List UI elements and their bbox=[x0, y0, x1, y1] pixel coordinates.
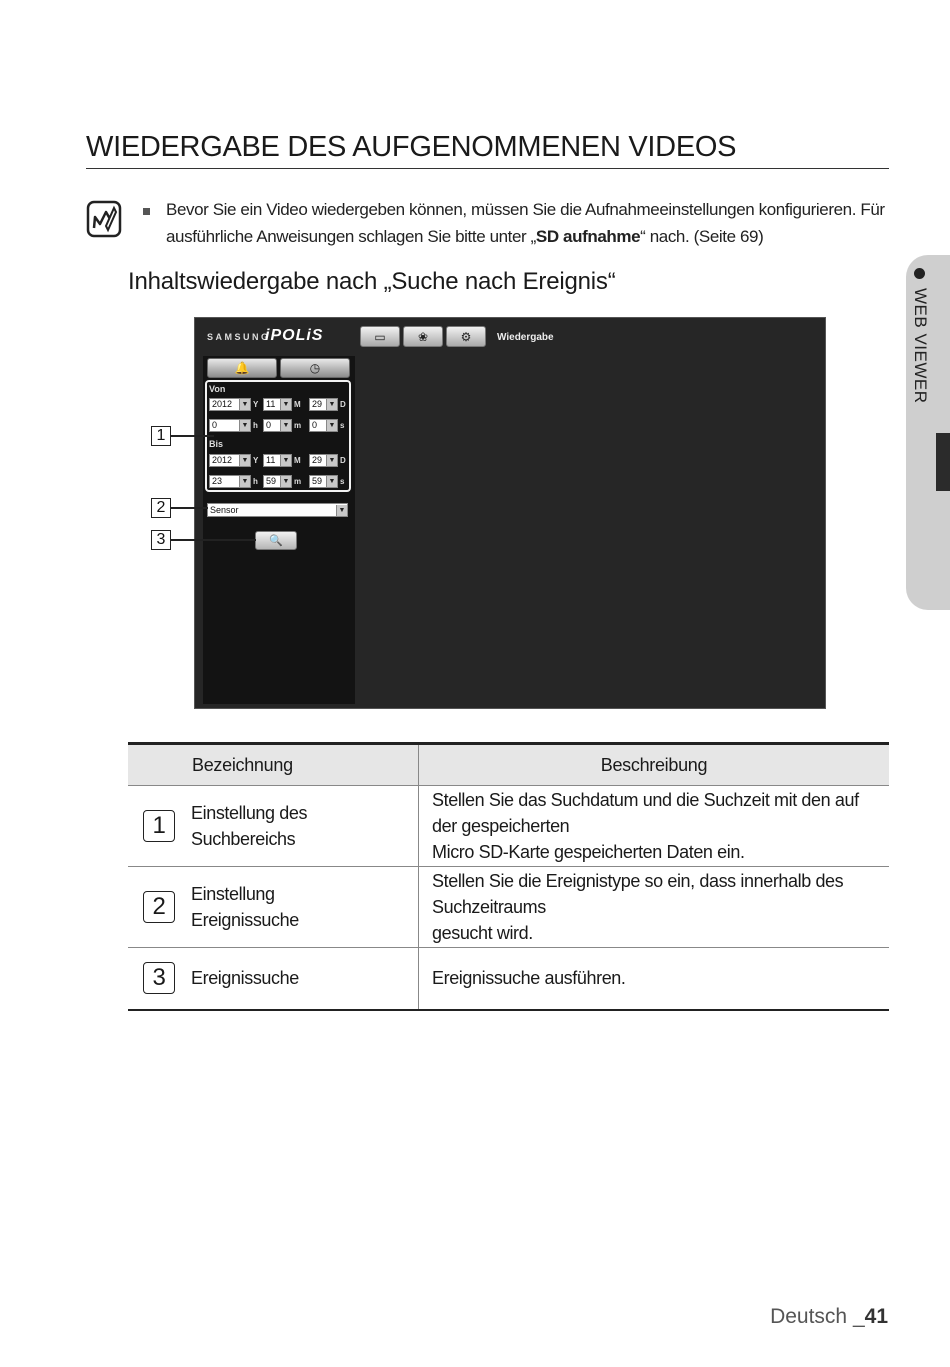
row-name: Ereignissuche bbox=[191, 968, 299, 989]
row-description-line: Stellen Sie die Ereignistype so ein, dass innerhalb des Suchzeitraums bbox=[432, 871, 844, 917]
header-name: Bezeichnung bbox=[128, 744, 419, 786]
unit-min: m bbox=[294, 421, 302, 430]
dropdown-arrow-icon: ▼ bbox=[239, 455, 250, 466]
description-table bbox=[128, 742, 889, 1011]
callout-1-line bbox=[171, 435, 214, 437]
von-minute-value: 0 bbox=[266, 420, 272, 430]
bis-second-select[interactable] bbox=[309, 475, 338, 488]
dropdown-arrow-icon: ▼ bbox=[326, 476, 337, 487]
bis-year-value: 2012 bbox=[212, 455, 233, 465]
bis-label: Bis bbox=[209, 439, 224, 449]
playback-button[interactable] bbox=[403, 326, 443, 347]
unit-y: Y bbox=[253, 456, 259, 465]
von-day-select[interactable] bbox=[309, 398, 338, 411]
live-view-button[interactable] bbox=[360, 326, 400, 347]
alarm-bell-icon: 🔔 bbox=[234, 361, 250, 375]
side-tab-marker bbox=[936, 433, 950, 491]
row-name: Einstellung des bbox=[191, 803, 308, 823]
von-minute-select[interactable] bbox=[263, 419, 292, 432]
unit-m: M bbox=[294, 400, 301, 409]
row-description-line: Micro SD-Karte gespeicherten Daten ein. bbox=[432, 842, 745, 862]
bis-day-value: 29 bbox=[312, 455, 323, 465]
von-year-value: 2012 bbox=[212, 399, 233, 409]
footer-language: Deutsch _ bbox=[770, 1305, 865, 1328]
side-tab-bullet bbox=[914, 268, 925, 279]
dropdown-arrow-icon: ▼ bbox=[280, 399, 291, 410]
clock-icon: ◷ bbox=[309, 361, 321, 375]
callout-3-line bbox=[171, 539, 256, 541]
dropdown-arrow-icon: ▼ bbox=[239, 399, 250, 410]
von-hour-select[interactable] bbox=[209, 419, 251, 432]
search-range-box bbox=[205, 380, 351, 492]
row-description bbox=[419, 867, 890, 948]
bis-hour-value: 23 bbox=[212, 476, 223, 486]
ipolis-logo: iPOLiS bbox=[265, 327, 324, 344]
von-month-value: 11 bbox=[266, 399, 276, 409]
bis-day-select[interactable] bbox=[309, 454, 338, 467]
callout-3: 3 bbox=[151, 530, 171, 550]
dropdown-arrow-icon: ▼ bbox=[280, 420, 291, 431]
table-row bbox=[128, 786, 889, 867]
note-line-2-bold: SD aufnahme bbox=[535, 227, 641, 246]
bis-minute-value: 59 bbox=[266, 476, 277, 486]
search-button[interactable] bbox=[255, 531, 297, 550]
settings-button[interactable] bbox=[446, 326, 486, 347]
unit-m: M bbox=[294, 456, 301, 465]
bis-hour-select[interactable] bbox=[209, 475, 251, 488]
note-text bbox=[166, 196, 886, 250]
dropdown-arrow-icon: ▼ bbox=[239, 476, 250, 487]
row-name: Einstellung bbox=[191, 884, 275, 904]
unit-h: h bbox=[253, 477, 258, 486]
bis-minute-select[interactable] bbox=[263, 475, 292, 488]
event-type-select[interactable] bbox=[207, 503, 348, 517]
unit-y: Y bbox=[253, 400, 259, 409]
von-label: Von bbox=[209, 384, 226, 394]
header-description: Beschreibung bbox=[419, 744, 890, 786]
row-number-1: 1 bbox=[143, 810, 175, 842]
film-reel-icon: ❀ bbox=[417, 329, 429, 344]
callout-2-line bbox=[171, 507, 208, 509]
row-description-line: gesucht wird. bbox=[432, 923, 533, 943]
dropdown-arrow-icon: ▼ bbox=[326, 399, 337, 410]
table-row bbox=[128, 948, 889, 1010]
callout-1: 1 bbox=[151, 426, 171, 446]
toolbar-label: Wiedergabe bbox=[497, 332, 554, 343]
side-tab-label: WEB VIEWER bbox=[911, 288, 930, 404]
magnifier-icon: 🔍 bbox=[269, 535, 283, 547]
von-month-select[interactable] bbox=[263, 398, 292, 411]
bis-year-select[interactable] bbox=[209, 454, 251, 467]
dropdown-arrow-icon: ▼ bbox=[280, 455, 291, 466]
dropdown-arrow-icon: ▼ bbox=[326, 455, 337, 466]
event-search-tab[interactable] bbox=[207, 358, 277, 378]
row-number-3: 3 bbox=[143, 962, 175, 994]
table-header-row bbox=[128, 744, 889, 786]
row-name-cell bbox=[128, 948, 419, 1010]
gear-icon: ⚙ bbox=[460, 329, 472, 344]
von-second-value: 0 bbox=[312, 420, 318, 430]
dropdown-arrow-icon: ▼ bbox=[239, 420, 250, 431]
von-day-value: 29 bbox=[312, 399, 323, 409]
section-title: Inhaltswiedergabe nach „Suche nach Ereignis“ bbox=[128, 268, 616, 295]
von-year-select[interactable] bbox=[209, 398, 251, 411]
row-name: Suchbereichs bbox=[191, 829, 296, 849]
bis-month-select[interactable] bbox=[263, 454, 292, 467]
row-description bbox=[419, 786, 890, 867]
unit-min: m bbox=[294, 477, 302, 486]
note-line-1: Bevor Sie ein Video wiedergeben können, müssen Sie die Aufnahmeeinstellungen konfigurieren. Für bbox=[166, 200, 885, 219]
page-title: WIEDERGABE DES AUFGENOMMENEN VIDEOS bbox=[86, 131, 889, 169]
row-description: Ereignissuche ausführen. bbox=[419, 948, 890, 1010]
note-line-2-pre: ausführliche Anweisungen schlagen Sie bitte unter „ bbox=[166, 227, 536, 246]
row-name-cell bbox=[128, 867, 419, 948]
page-number: 41 bbox=[864, 1305, 888, 1328]
unit-h: h bbox=[253, 421, 258, 430]
web-viewer-screenshot bbox=[194, 317, 826, 709]
bis-second-value: 59 bbox=[312, 476, 323, 486]
page-footer bbox=[770, 1305, 888, 1329]
time-search-tab[interactable] bbox=[280, 358, 350, 378]
unit-s: s bbox=[340, 421, 345, 430]
dropdown-arrow-icon: ▼ bbox=[280, 476, 291, 487]
unit-d: D bbox=[340, 400, 346, 409]
samsung-logo: SAMSUNG bbox=[207, 332, 271, 342]
event-type-value: Sensor bbox=[210, 504, 239, 515]
monitor-icon: ▭ bbox=[374, 329, 386, 344]
unit-s: s bbox=[340, 477, 345, 486]
note-bullet bbox=[143, 208, 150, 215]
table-row bbox=[128, 867, 889, 948]
von-hour-value: 0 bbox=[212, 420, 218, 430]
row-name: Ereignissuche bbox=[191, 910, 299, 930]
note-pencil-icon bbox=[86, 200, 122, 238]
note-line-2-post: “ nach. (Seite 69) bbox=[640, 227, 764, 246]
row-name-cell bbox=[128, 786, 419, 867]
callout-2: 2 bbox=[151, 498, 171, 518]
dropdown-arrow-icon: ▼ bbox=[336, 505, 347, 516]
dropdown-arrow-icon: ▼ bbox=[326, 420, 337, 431]
bis-month-value: 11 bbox=[266, 455, 276, 465]
row-description-line: Stellen Sie das Suchdatum und die Suchzeit mit den auf der gespeicherten bbox=[432, 790, 859, 836]
von-second-select[interactable] bbox=[309, 419, 338, 432]
row-number-2: 2 bbox=[143, 891, 175, 923]
unit-d: D bbox=[340, 456, 346, 465]
